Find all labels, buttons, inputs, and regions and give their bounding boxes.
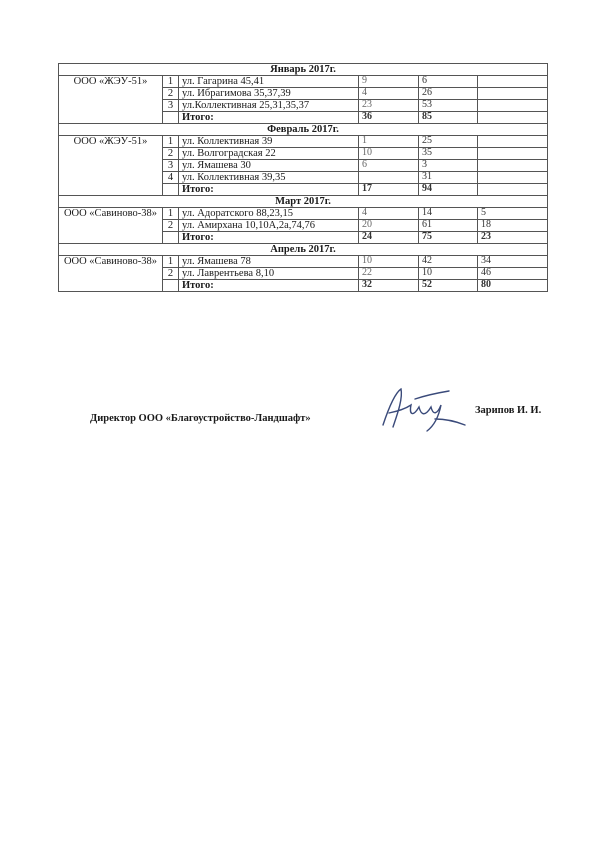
- value-cell-3: 34: [478, 256, 548, 268]
- row-number: 2: [163, 148, 179, 160]
- organization-name: ООО «ЖЭУ-51»: [59, 136, 163, 196]
- value-cell-2: 26: [419, 88, 478, 100]
- handwritten-signature: [375, 385, 470, 437]
- report-body: [59, 64, 548, 292]
- row-number: 1: [163, 76, 179, 88]
- total-value-2: 75: [419, 232, 478, 244]
- value-cell-1: 9: [359, 76, 419, 88]
- total-value-2: 85: [419, 112, 478, 124]
- value-cell-2: 31: [419, 172, 478, 184]
- address-cell: ул. Амирхана 10,10А,2а,74,76: [179, 220, 359, 232]
- value-cell-2: 6: [419, 76, 478, 88]
- value-cell-2: 3: [419, 160, 478, 172]
- month-title: Апрель 2017г.: [59, 244, 548, 256]
- total-value-3: 23: [478, 232, 548, 244]
- value-cell-3: 46: [478, 268, 548, 280]
- row-number: 1: [163, 256, 179, 268]
- value-cell-3: [478, 88, 548, 100]
- value-cell-3: [478, 136, 548, 148]
- value-cell-2: 61: [419, 220, 478, 232]
- address-cell: ул. Коллективная 39: [179, 136, 359, 148]
- value-cell-3: [478, 148, 548, 160]
- row-number: 3: [163, 160, 179, 172]
- address-cell: ул. Ибрагимова 35,37,39: [179, 88, 359, 100]
- signature-block: [90, 405, 560, 455]
- row-number: 1: [163, 136, 179, 148]
- value-cell-1: 22: [359, 268, 419, 280]
- total-label: Итого:: [179, 280, 359, 292]
- total-value-2: 52: [419, 280, 478, 292]
- value-cell-1: 4: [359, 208, 419, 220]
- address-cell: ул. Лаврентьева 8,10: [179, 268, 359, 280]
- total-label: Итого:: [179, 112, 359, 124]
- row-number: 1: [163, 208, 179, 220]
- table-row: [59, 208, 548, 220]
- total-number-cell: [163, 184, 179, 196]
- row-number: 2: [163, 220, 179, 232]
- table-row: [59, 76, 548, 88]
- value-cell-3: 18: [478, 220, 548, 232]
- table-row: [59, 256, 548, 268]
- value-cell-3: [478, 76, 548, 88]
- month-title: Март 2017г.: [59, 196, 548, 208]
- value-cell-2: 10: [419, 268, 478, 280]
- total-value-1: 17: [359, 184, 419, 196]
- value-cell-2: 42: [419, 256, 478, 268]
- table-row: [59, 136, 548, 148]
- director-name: Зарипов И. И.: [475, 405, 542, 416]
- value-cell-2: 25: [419, 136, 478, 148]
- organization-name: ООО «Савиново-38»: [59, 208, 163, 244]
- organization-name: ООО «Савиново-38»: [59, 256, 163, 292]
- total-value-1: 24: [359, 232, 419, 244]
- value-cell-1: 23: [359, 100, 419, 112]
- address-cell: ул. Ямашева 78: [179, 256, 359, 268]
- total-value-1: 36: [359, 112, 419, 124]
- value-cell-1: 20: [359, 220, 419, 232]
- value-cell-1: 10: [359, 148, 419, 160]
- value-cell-3: [478, 160, 548, 172]
- value-cell-1: 10: [359, 256, 419, 268]
- value-cell-2: 35: [419, 148, 478, 160]
- organization-name: ООО «ЖЭУ-51»: [59, 76, 163, 124]
- total-value-3: 80: [478, 280, 548, 292]
- row-number: 3: [163, 100, 179, 112]
- row-number: 2: [163, 268, 179, 280]
- value-cell-1: 6: [359, 160, 419, 172]
- total-value-2: 94: [419, 184, 478, 196]
- month-header-row: [59, 124, 548, 136]
- address-cell: ул. Адоратского 88,23,15: [179, 208, 359, 220]
- total-number-cell: [163, 280, 179, 292]
- row-number: 4: [163, 172, 179, 184]
- row-number: 2: [163, 88, 179, 100]
- address-cell: ул.Коллективная 25,31,35,37: [179, 100, 359, 112]
- report-table: [58, 63, 548, 292]
- address-cell: ул. Волгоградская 22: [179, 148, 359, 160]
- total-number-cell: [163, 112, 179, 124]
- total-label: Итого:: [179, 232, 359, 244]
- month-header-row: [59, 196, 548, 208]
- total-number-cell: [163, 232, 179, 244]
- total-value-3: [478, 112, 548, 124]
- month-header-row: [59, 244, 548, 256]
- value-cell-2: 14: [419, 208, 478, 220]
- value-cell-3: [478, 100, 548, 112]
- value-cell-3: 5: [478, 208, 548, 220]
- month-title: Январь 2017г.: [59, 64, 548, 76]
- value-cell-1: 1: [359, 136, 419, 148]
- month-header-row: [59, 64, 548, 76]
- address-cell: ул. Гагарина 45,41: [179, 76, 359, 88]
- month-title: Февраль 2017г.: [59, 124, 548, 136]
- address-cell: ул. Ямашева 30: [179, 160, 359, 172]
- total-value-1: 32: [359, 280, 419, 292]
- total-value-3: [478, 184, 548, 196]
- value-cell-1: 4: [359, 88, 419, 100]
- value-cell-2: 53: [419, 100, 478, 112]
- address-cell: ул. Коллективная 39,35: [179, 172, 359, 184]
- director-title: Директор ООО «Благоустройство-Ландшафт»: [90, 413, 311, 424]
- value-cell-3: [478, 172, 548, 184]
- total-label: Итого:: [179, 184, 359, 196]
- value-cell-1: [359, 172, 419, 184]
